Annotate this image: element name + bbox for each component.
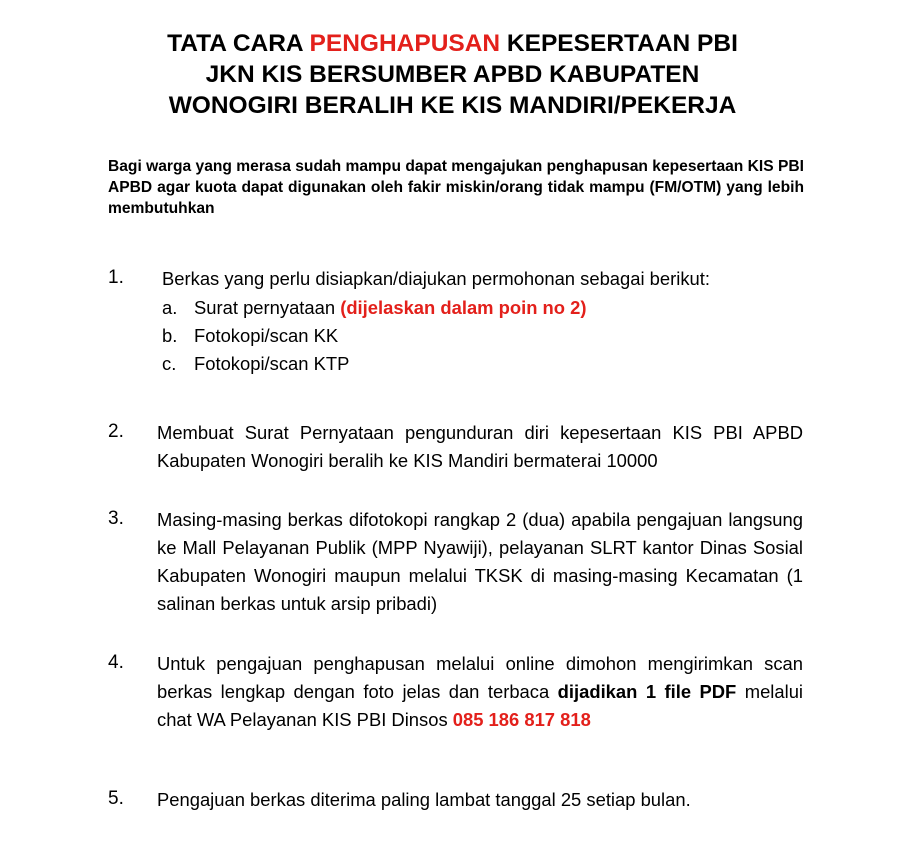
intro-paragraph: Bagi warga yang merasa sudah mampu dapat mengajukan penghapusan kepesertaan KIS PBI APBD agar kuota dapat digunakan oleh fakir miskin/orang tidak mampu (FM/OTM) yang lebih membutuhkan bbox=[108, 158, 804, 217]
subitem-letter: c. bbox=[162, 353, 177, 374]
item-1-number: 1. bbox=[108, 267, 124, 288]
item-2-text: Membuat Surat Pernyataan pengunduran diri kepesertaan KIS PBI APBD Kabupaten Wonogiri beralih ke KIS Mandiri bermaterai 10000 bbox=[157, 422, 803, 471]
document-title bbox=[0, 28, 905, 121]
item-4-text-bold: dijadikan 1 file PDF bbox=[557, 681, 737, 702]
item-1-subitem-b bbox=[162, 322, 338, 350]
item-4-number: 4. bbox=[108, 652, 124, 673]
subitem-letter: a. bbox=[162, 297, 178, 318]
item-1-subitem-a bbox=[162, 294, 586, 322]
item-3-number: 3. bbox=[108, 508, 124, 529]
subitem-text: Fotokopi/scan KTP bbox=[194, 353, 350, 374]
item-5-text: Pengajuan berkas diterima paling lambat tanggal 25 setiap bulan. bbox=[157, 789, 691, 810]
subitem-text: Fotokopi/scan KK bbox=[194, 325, 339, 346]
title-line-2: JKN KIS BERSUMBER APBD KABUPATEN bbox=[205, 61, 700, 88]
title-highlight: PENGHAPUSAN bbox=[309, 30, 501, 57]
title-line-3: WONOGIRI BERALIH KE KIS MANDIRI/PEKERJA bbox=[168, 92, 737, 119]
item-3-text: Masing-masing berkas difotokopi rangkap 2 (dua) apabila pengajuan langsung ke Mall Pelayanan Publik (MPP Nyawiji), pelayanan SLRT kantor Dinas Sosial Kabupaten Wonogiri maupun melalui TKSK di masing-masing Kecamatan (1 salinan berkas untuk arsip pribadi) bbox=[157, 509, 803, 614]
subitem-text: Surat pernyataan bbox=[194, 297, 341, 318]
subitem-letter: b. bbox=[162, 325, 178, 346]
item-5-number: 5. bbox=[108, 788, 124, 809]
subitem-highlight: (dijelaskan dalam poin no 2) bbox=[340, 297, 587, 318]
item-4-text bbox=[157, 650, 803, 734]
title-line-1 bbox=[0, 28, 905, 59]
item-1-subitem-c bbox=[162, 350, 349, 378]
item-4-text-mid: melalui chat WA Pelayanan KIS PBI Dinsos bbox=[157, 681, 804, 730]
title-line-1-post: KEPESERTAAN PBI bbox=[500, 30, 738, 57]
item-2-number: 2. bbox=[108, 421, 124, 442]
item-1-text: Berkas yang perlu disiapkan/diajukan permohonan sebagai berikut: bbox=[162, 268, 710, 289]
item-4-text-pre: Untuk pengajuan penghapusan melalui online dimohon mengirimkan scan berkas lengkap dengan foto jelas dan terbaca bbox=[157, 653, 803, 702]
phone-number: 085 186 817 818 bbox=[452, 709, 591, 730]
title-line-1-pre: TATA CARA bbox=[167, 30, 310, 57]
